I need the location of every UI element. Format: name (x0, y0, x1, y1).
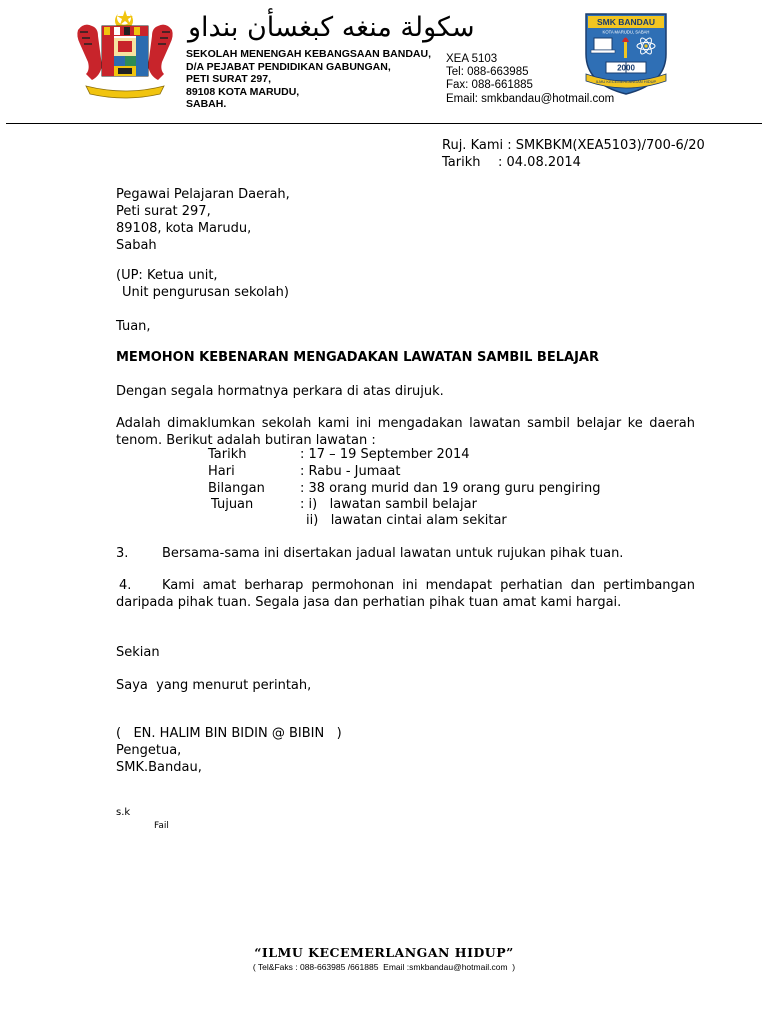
attention-line (116, 267, 289, 301)
footer-contact: ( Tel&Faks : 088-663985 /661885 Email :smkbandau@hotmail.com ) (252, 962, 516, 972)
detail-label: Tujuan (211, 497, 254, 512)
signatory-school: SMK.Bandau, (116, 760, 202, 775)
detail-row-tujuan (208, 497, 477, 514)
date-value: : 04.08.2014 (498, 155, 581, 170)
opening-paragraph: Dengan segala hormatnya perkara di atas dirujuk. (116, 384, 444, 399)
paragraph-text: Bersama-sama ini disertakan jadual lawatan untuk rujukan pihak tuan. (162, 546, 624, 561)
detail-row-hari (208, 464, 400, 481)
recipient-line: 89108, kota Marudu, (116, 221, 252, 236)
detail-label: Hari (208, 464, 235, 479)
cc-item: Fail (154, 821, 169, 831)
closing: Sekian (116, 645, 160, 660)
paragraph-number: 3. (116, 546, 129, 561)
signoff: Saya yang menurut perintah, (116, 678, 312, 693)
ref-value: : SMKBKM(XEA5103)/700-6/20 (507, 138, 705, 153)
salutation: Tuan, (116, 319, 151, 334)
logo-ribbon-text: ILMU KECEMERLANGAN HIDUP (595, 79, 657, 84)
letter-subject: MEMOHON KEBENARAN MENGADAKAN LAWATAN SAMBIL BELAJAR (116, 350, 599, 365)
detail-value: : 17 – 19 September 2014 (300, 447, 470, 462)
school-address (186, 48, 431, 111)
detail-value: : 38 orang murid dan 19 orang guru pengiring (300, 481, 601, 496)
letterhead-divider (6, 123, 762, 124)
detail-value: : i) lawatan sambil belajar (300, 497, 477, 512)
detail-value: : Rabu - Jumaat (300, 464, 401, 479)
detail-label: Tarikh (208, 447, 247, 462)
contact-email: Email: smkbandau@hotmail.com (446, 92, 615, 105)
intro-paragraph: Adalah dimaklumkan sekolah kami ini mengadakan lawatan sambil belajar ke daerah tenom. Berikut adalah butiran lawatan : (116, 416, 695, 448)
signatory-name: ( EN. HALIM BIN BIDIN @ BIBIN ) (116, 726, 342, 741)
school-name-jawi: سكولة منغه كبغسأن بنداو (188, 12, 475, 43)
address-line: PETI SURAT 297, (186, 73, 271, 85)
reference-block (442, 137, 705, 171)
logo-sub-text: KOTA MARUDU, SABAH (602, 29, 650, 35)
address-line: SEKOLAH MENENGAH KEBANGSAAN BANDAU, (186, 48, 432, 60)
contact-code: XEA 5103 (446, 53, 498, 65)
cc-label: s.k (116, 807, 131, 818)
school-motto: “ILMU KECEMERLANGAN HIDUP” (254, 945, 514, 960)
ref-line (442, 137, 705, 154)
ref-label: Ruj. Kami (442, 138, 504, 153)
address-line: D/A PEJABAT PENDIDIKAN GABUNGAN, (186, 60, 391, 73)
attention-line-1: (UP: Ketua unit, (116, 268, 218, 283)
paragraph-4-text: Kami amat berharap permohonan ini mendapat perhatian dan pertimbangan daripada pihak tuan. Segala jasa dan perhatian pihak tuan amat kami hargai. (116, 578, 695, 610)
detail-label: Bilangan (208, 481, 265, 496)
recipient-address (116, 186, 290, 254)
paragraph-4-number: 4. (119, 578, 132, 593)
recipient-line: Pegawai Pelajaran Daerah, (116, 187, 290, 202)
coat-of-arms-logo (74, 8, 176, 100)
school-logo (582, 10, 670, 96)
contact-fax: Fax: 088-661885 (446, 79, 533, 92)
address-line: 89108 KOTA MARUDU, (186, 85, 300, 98)
signatory-title: Pengetua, (116, 743, 182, 758)
detail-row-tarikh (208, 447, 470, 464)
contact-phone: Tel: 088-663985 (446, 66, 529, 79)
recipient-line: Peti surat 297, (116, 204, 211, 219)
signature-block (116, 725, 342, 776)
paragraph-3 (116, 545, 623, 562)
logo-year-text: 2000 (617, 63, 635, 73)
detail-row-bilangan (208, 481, 600, 498)
address-line: SABAH. (186, 98, 227, 110)
date-label: Tarikh (442, 155, 481, 170)
detail-row-tujuan-2: ii) lawatan cintai alam sekitar (306, 513, 507, 528)
date-line (442, 154, 705, 171)
logo-top-text: SMK BANDAU (596, 17, 656, 27)
recipient-line: Sabah (116, 238, 157, 253)
attention-line-2: Unit pengurusan sekolah) (122, 285, 289, 300)
